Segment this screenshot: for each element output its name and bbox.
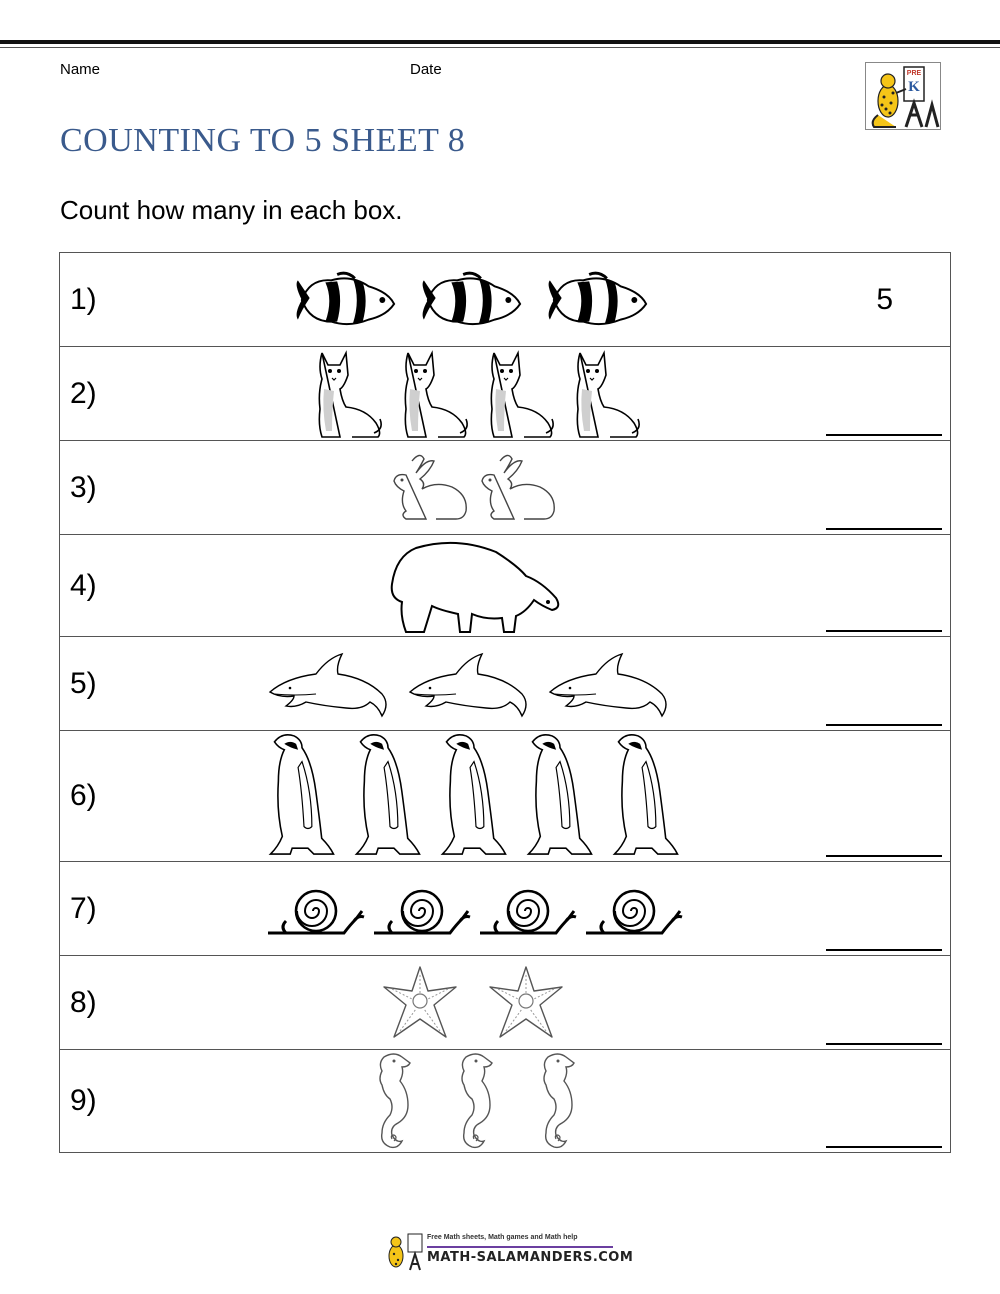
footer-logo xyxy=(384,1232,634,1272)
row-number: 3) xyxy=(70,470,97,504)
table-row xyxy=(60,956,950,1050)
table-row xyxy=(60,347,950,441)
polar-bear-icon xyxy=(376,536,566,636)
row-number: 7) xyxy=(70,891,97,925)
snail-icon xyxy=(266,881,366,937)
clownfish-icon xyxy=(292,270,400,330)
row-number: 1) xyxy=(70,282,97,316)
answer-blank[interactable] xyxy=(826,528,942,530)
penguin-icon xyxy=(354,732,424,860)
seahorse-icon xyxy=(368,1051,418,1151)
answer-blank[interactable] xyxy=(826,724,942,726)
cat-icon xyxy=(392,349,472,439)
row-pictures xyxy=(368,1050,582,1152)
penguin-icon xyxy=(612,732,682,860)
starfish-icon xyxy=(486,963,566,1043)
snail-icon xyxy=(478,881,578,937)
dolphin-icon xyxy=(406,648,536,720)
starfish-icon xyxy=(380,963,460,1043)
logo-k-text: K xyxy=(908,79,920,95)
footer-site-name[interactable]: MATH-SALAMANDERS.COM xyxy=(427,1250,634,1265)
row-pictures xyxy=(266,637,676,730)
logo-pre-text: PRE xyxy=(906,70,922,77)
answer-blank[interactable] xyxy=(826,1146,942,1148)
footer-divider xyxy=(427,1246,613,1248)
page-title: COUNTING TO 5 SHEET 8 xyxy=(60,122,466,159)
answer-blank[interactable] xyxy=(826,434,942,436)
date-label: Date xyxy=(410,61,442,78)
table-row xyxy=(60,253,950,347)
row-pictures xyxy=(380,956,566,1049)
row-number: 6) xyxy=(70,779,97,812)
row-number: 8) xyxy=(70,985,97,1019)
answer-blank[interactable] xyxy=(826,630,942,632)
dolphin-icon xyxy=(266,648,396,720)
row-number: 2) xyxy=(70,376,97,410)
answer-blank[interactable] xyxy=(826,949,942,951)
row-pictures xyxy=(386,441,558,534)
row-pictures xyxy=(268,731,682,861)
dolphin-icon xyxy=(546,648,676,720)
row-pictures xyxy=(306,347,644,440)
row-pictures xyxy=(266,862,684,955)
table-row xyxy=(60,731,950,862)
answer-blank[interactable] xyxy=(826,1043,942,1045)
row-number: 5) xyxy=(70,666,97,700)
table-row xyxy=(60,862,950,956)
instructions: Count how many in each box. xyxy=(60,195,403,225)
row-pictures xyxy=(376,535,566,636)
cat-icon xyxy=(306,349,386,439)
salamander-icon xyxy=(384,1232,426,1272)
clownfish-icon xyxy=(544,270,652,330)
penguin-icon xyxy=(440,732,510,860)
rabbit-icon xyxy=(474,453,558,523)
counting-table xyxy=(59,252,951,1153)
cat-icon xyxy=(478,349,558,439)
prek-logo xyxy=(865,62,941,130)
seahorse-icon xyxy=(532,1051,582,1151)
rabbit-icon xyxy=(386,453,470,523)
penguin-icon xyxy=(526,732,596,860)
table-row xyxy=(60,1050,950,1153)
answer-value: 5 xyxy=(876,282,893,316)
top-rule xyxy=(0,40,1000,44)
row-number: 9) xyxy=(70,1084,97,1117)
top-rule-thin xyxy=(0,47,1000,48)
row-pictures xyxy=(292,253,652,346)
answer-blank[interactable] xyxy=(826,855,942,857)
seahorse-icon xyxy=(450,1051,500,1151)
table-row xyxy=(60,535,950,637)
footer-tagline: Free Math sheets, Math games and Math help xyxy=(427,1234,578,1241)
snail-icon xyxy=(584,881,684,937)
snail-icon xyxy=(372,881,472,937)
name-label: Name xyxy=(60,61,101,78)
table-row xyxy=(60,637,950,731)
row-number: 4) xyxy=(70,568,97,602)
table-row xyxy=(60,441,950,535)
penguin-icon xyxy=(268,732,338,860)
clownfish-icon xyxy=(418,270,526,330)
cat-icon xyxy=(564,349,644,439)
